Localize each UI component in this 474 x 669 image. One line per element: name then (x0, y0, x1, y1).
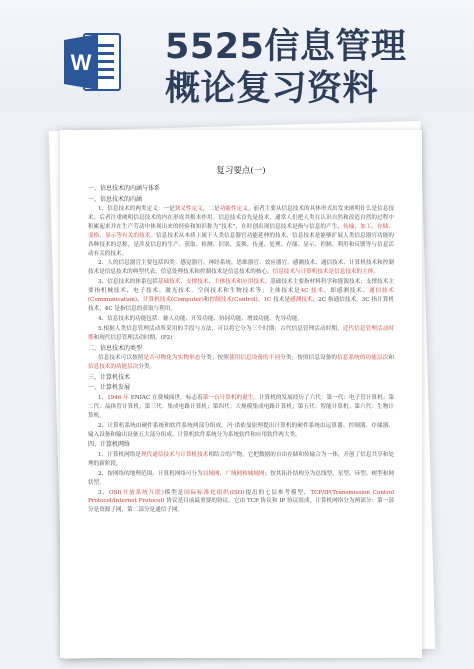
text-run: ，即感测技术、 (323, 288, 370, 295)
text-run: 。信息技术从本质上属于人类信息器官功能延伸的技术，信息技术是能够扩展人类信息器官功能的各种技术的总称，是涉及信息的生产、获取、检测、识别、变换、传递、处理、存储、显示、控制、利用和反馈等与信息活动有关的技术。 (88, 232, 394, 257)
highlighted-text: 感测技术 (290, 297, 313, 304)
text-run: 。 (373, 269, 379, 276)
text-run: 1、计算机网络是 (98, 451, 141, 458)
paragraph (88, 278, 394, 314)
banner-title-line-1: 5525信息管理 (165, 27, 407, 67)
text-run: 分类。 (138, 364, 156, 370)
text-run: 。 (257, 297, 264, 304)
section-heading (88, 374, 394, 383)
text-run: 3、信息技术的体系包括 (98, 279, 158, 286)
text-run: 2、按网络的地理范围，计算机网络可分为 (98, 470, 203, 477)
highlighted-text: TCP/IP(Transmission Control Protocol/Internet Protocol) (88, 489, 394, 505)
text-run: 。计算机的发展经历了六代：第一代：电子管计算机；第二代：晶体管计算机；第三代：集成电路计算机；第四代：大规模集成电路计算机；第五代：智能计算机；第六代：生物计算机。 (88, 394, 395, 419)
text-run: 相结合的产物，它把数据的自由存储和传输合为一体，开创了信息共享和处理的新阶段。 (88, 451, 394, 467)
text-run: 一、计算机发展 (88, 384, 131, 392)
text-run: 技术是 (271, 297, 291, 304)
text-run: 5.根据人类信息管理活动所采用的手段与方法，可以将它分为三个时期：古代信息管理活动时期、 (98, 325, 343, 332)
paragraph (88, 451, 394, 469)
text-run: 协议是目前最重要的协议，它由 TCP 协议和 IP 协议组成，计算机网络分为两部分：第一部分是资源子网，第二部分是通信子网。 (88, 498, 394, 514)
highlighted-text: 局域网、广域网和城域网 (202, 470, 265, 477)
paragraph (88, 205, 394, 258)
text-run: 2、计算机系统由硬件系统和软件系统两部分组成。冯·诺依曼原理提出计算机的硬件系统由运算器、控制器、存储器、输入设备和输出设备五大部分组成。计算机软件系统分为系统软件和应用软件两大类。 (88, 422, 394, 438)
section-heading (88, 196, 394, 205)
text-run: 。基础技术主要指材料科学和能源技术；支撑技术主要指机械技术、电子技术、激光技术、空间技术和生物技术等；主体技术是 (88, 279, 394, 295)
highlighted-text: 信息技术的功能层次 (88, 364, 139, 370)
text-run: 和 (203, 297, 210, 304)
banner-title-line-2: 概论复习资料 (165, 69, 379, 109)
paragraph (88, 259, 394, 277)
text-run: 三、计算机技术 (88, 373, 131, 381)
section-heading (88, 441, 394, 450)
highlighted-text: 传输、加工、存储、变换、显示等有关的技术 (88, 223, 394, 239)
text-run: 2、人的信息器官主要包括四类：感觉器官、神经系统、思维器官、效应器官。感测技术、通信技术、计算机技术和控制技术是信息技术的典型代表，信息处理技术和控制技术是信息技术的核心， (88, 260, 394, 276)
highlighted-text: 功能性定义 (219, 206, 248, 212)
text-run: ，2C 指通信技术，3C 指计算机技术，4C 是指信息的获取与利用。 (88, 297, 394, 312)
word-logo-letter: W (70, 50, 92, 75)
document-title: 复习要点(一) (216, 166, 266, 176)
highlighted-text: OSI(开放系统互联) (108, 489, 164, 496)
text-run: 二、信息技术的类型 (88, 344, 143, 352)
highlighted-text: 计算机技术(Computer) (142, 297, 204, 304)
section-heading (88, 345, 394, 354)
text-run: 1、 (98, 394, 108, 401)
text-run: ，二是 (202, 206, 220, 212)
highlighted-text: 基础技术、支撑技术、主体技术和应用技术 (157, 279, 265, 286)
paragraph (88, 354, 394, 372)
text-run: 四、计算机网络 (88, 441, 131, 449)
text-run: 、 (137, 297, 143, 304)
highlighted-text: 国际标准化组织(ISO) (184, 489, 245, 496)
highlighted-text: 是否可物化为实物形态 (143, 355, 201, 362)
text-run: 分类；按照 (200, 355, 229, 362)
highlighted-text: 1946 年 (107, 394, 129, 401)
highlighted-text: 信息技术与计算机技术是信息技术的主体 (272, 269, 374, 276)
section-heading (88, 185, 394, 194)
paragraph (88, 489, 394, 516)
text-run: 模型是 (163, 489, 185, 496)
paragraph (88, 470, 394, 488)
text-run: 和现代信息管理活动时期。(P2) (93, 334, 173, 341)
highlighted-text: 狭义性定义 (174, 206, 203, 212)
text-run: 一、信息技术的内涵与体系 (88, 185, 161, 192)
text-run: 信息技术可以按照 (98, 355, 144, 362)
highlighted-text: 近代信息管理活动时期 (88, 325, 394, 341)
document-body (88, 185, 394, 515)
text-run: 和 (388, 355, 394, 362)
highlighted-text: 现代通信技术与计算机技术 (140, 451, 209, 458)
highlighted-text: 通信技术(Communication) (88, 288, 394, 304)
highlighted-text: 第一台计算机的诞生 (202, 394, 254, 401)
paragraph (88, 315, 394, 324)
highlighted-text: 4C 技术 (300, 288, 324, 295)
paragraph (88, 422, 394, 440)
text-run: 1、信息技术的两类定义：一是 (98, 206, 175, 212)
paragraph (88, 325, 394, 343)
paragraph (88, 394, 394, 421)
text-run: 3、 (98, 489, 109, 496)
text-run: 提出的七层参考模型， (244, 489, 311, 496)
text-run: 。前者主要从信息技术的具体形式出发来阐明什么是信息技术；后者注重阐明信息技术的内在形成其根本作用。信息技术首先是技术，通常人们把人类在认识自然和改造自然的过程中积累起来并在生产劳动中体现出来的经验和知识称为“技术”，在时创出现信息技术是指与信息的产生、 (88, 206, 394, 230)
banner-title (165, 26, 406, 110)
text-run: ；按其拓扑结构分为总线型、星型、环型、树型和网状型。 (88, 470, 394, 486)
text-run: 分类；按照信息设备的 (280, 355, 338, 362)
text-run: 4、信息技术的功能包括：辅人功能、开发功能、协同功能、增效功能、先导功能。 (98, 315, 303, 322)
highlighted-text: 信息系统的功能层次 (337, 355, 389, 362)
word-document-icon (64, 30, 122, 94)
section-heading (88, 384, 394, 393)
title-banner (0, 0, 474, 112)
document-page (60, 130, 422, 658)
highlighted-text: 1C (263, 297, 272, 304)
text-run: 一、信息技术的内涵 (88, 195, 143, 203)
highlighted-text: 控制技术(Control) (209, 297, 258, 304)
text-run: ENIAC 在费城面世，标志着 (128, 394, 203, 401)
highlighted-text: 使用信息设备的不同 (228, 355, 281, 362)
